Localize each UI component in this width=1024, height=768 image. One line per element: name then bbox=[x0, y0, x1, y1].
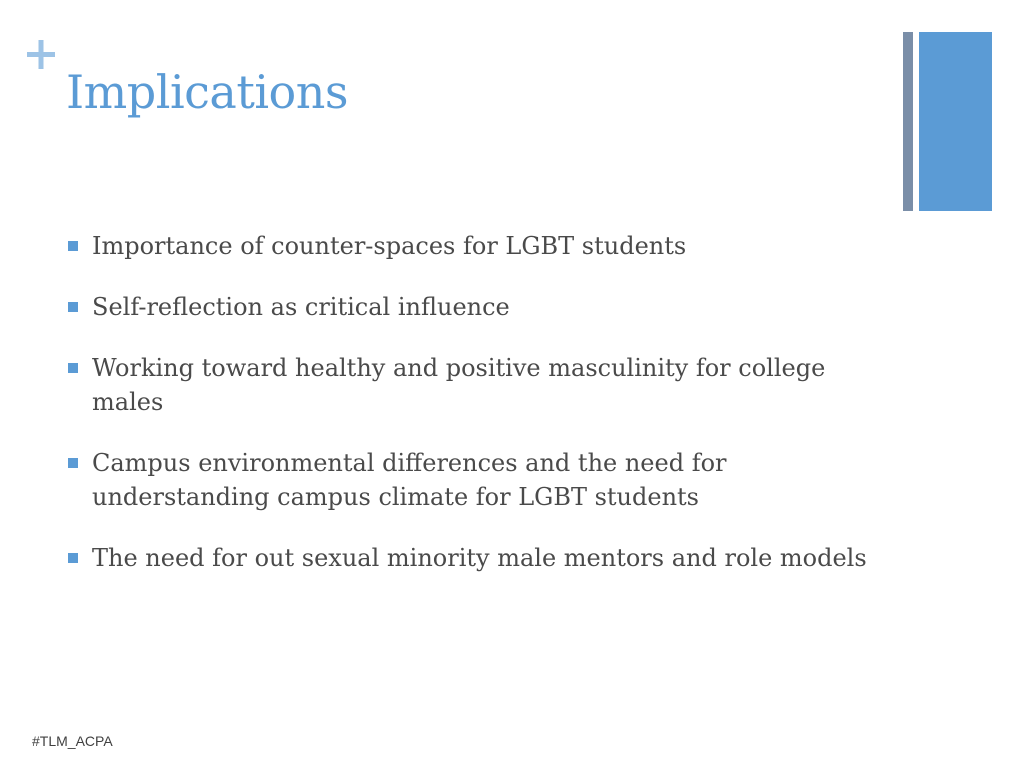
bullet-item bbox=[68, 446, 888, 514]
square-bullet-icon bbox=[68, 458, 78, 468]
bullet-item bbox=[68, 229, 888, 263]
bullet-item bbox=[68, 541, 888, 575]
decorative-bar-dark bbox=[903, 32, 913, 211]
bullet-item bbox=[68, 290, 888, 324]
square-bullet-icon bbox=[68, 302, 78, 312]
bullet-text: Self-reflection as critical influence bbox=[92, 293, 510, 321]
bullet-text: Importance of counter-spaces for LGBT students bbox=[92, 232, 687, 260]
square-bullet-icon bbox=[68, 363, 78, 373]
bullet-list bbox=[68, 229, 888, 602]
plus-icon bbox=[26, 40, 56, 70]
bullet-text: Working toward healthy and positive masculinity for college males bbox=[92, 354, 826, 416]
decorative-bar-light bbox=[919, 32, 992, 211]
footer-hashtag: #TLM_ACPA bbox=[32, 733, 113, 749]
slide-title: Implications bbox=[66, 65, 348, 119]
bullet-text: Campus environmental differences and the need for understanding campus climate for LGBT students bbox=[92, 449, 727, 511]
bullet-text: The need for out sexual minority male mentors and role models bbox=[92, 544, 867, 572]
square-bullet-icon bbox=[68, 241, 78, 251]
bullet-item bbox=[68, 351, 888, 419]
square-bullet-icon bbox=[68, 553, 78, 563]
